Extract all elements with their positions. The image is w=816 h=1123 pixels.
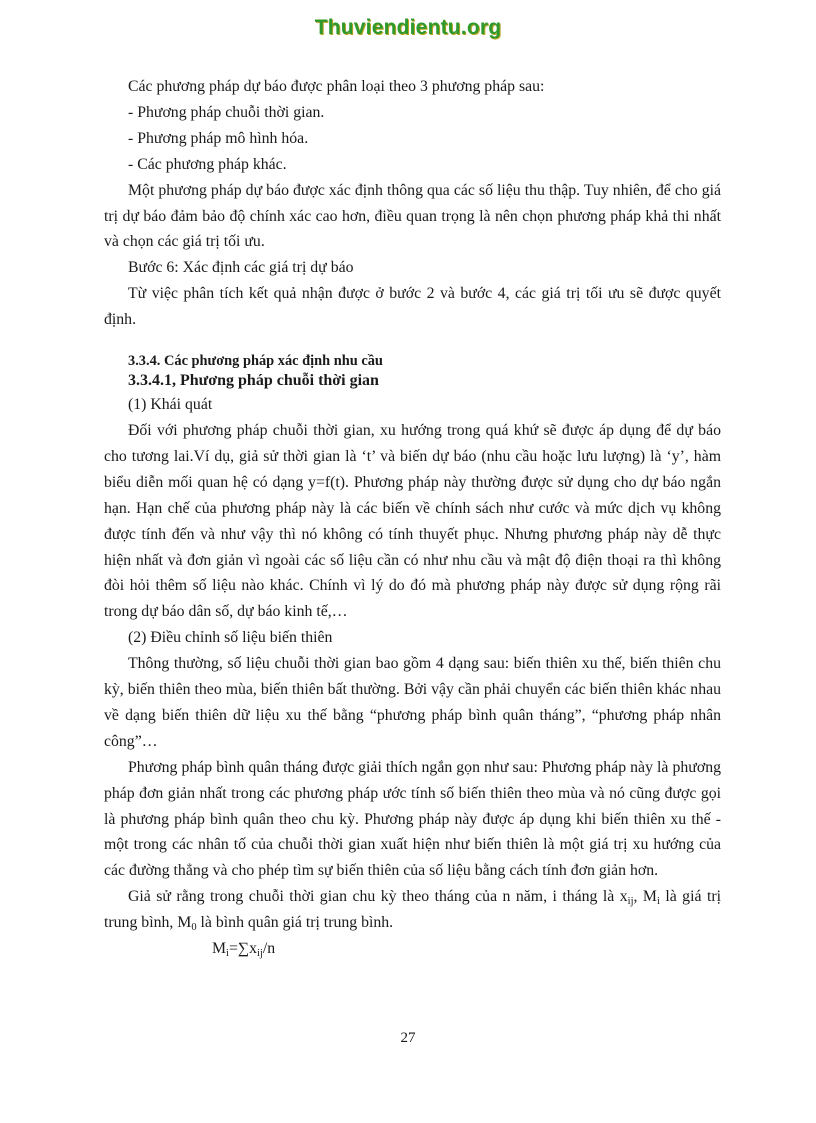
list-item: - Các phương pháp khác. [128,155,287,173]
paragraph: Phương pháp bình quân tháng được giải thích ngắn gọn như sau: Phương pháp này là phương pháp đơn giản nhất trong các phương pháp ước tính số biến thiên theo mùa và nó cũng được gọi là phương pháp bình quân theo chu kỳ. Phương pháp này được áp dụng khi biến thiên xu thế - một trong các nhân tố của chuỗi thời gian xuất hiện như biến thiên là một giá trị xu hướng của các đường thẳng và cho phép tìm sự biến thiên của số liệu bằng cách tính đơn giản hơn. [104,758,721,880]
list-item: - Phương pháp mô hình hóa. [128,129,309,147]
paragraph: (2) Điều chỉnh số liệu biến thiên [128,629,333,647]
list-item: - Phương pháp chuỗi thời gian. [128,103,325,121]
paragraph: Giả sử rằng trong chuỗi thời gian chu kỳ theo tháng của n năm, i tháng là $x_{ij}$, $M_i$ là giá trị trung bình, $M_0$ là bình quân giá trị trung bình. [104,888,721,934]
page-number: 27 [400,1030,416,1046]
watermark-logo: Thuviendientu.org [314,16,502,39]
formula: $M_i=\sum x_{ij}/n$ [212,940,276,960]
paragraph: Bước 6: Xác định các giá trị dự báo [128,259,354,277]
body-text [104,74,721,962]
paragraph: (1) Khái quát [128,396,213,414]
paragraph: Đối với phương pháp chuỗi thời gian, xu hướng trong quá khứ sẽ được áp dụng để dự báo cho tương lai.Ví dụ, giả sử thời gian là ‘t’ và biến dự báo (nhu cầu hoặc lưu lượng) là ‘y’, hàm biểu diễn mối quan hệ có dạng y=f(t). Phương pháp này thường được sử dụng cho dự báo ngắn hạn. Hạn chế của phương pháp này là các biến về chính sách như cước và mức dịch vụ không được tính đến và như vậy thì nó không có tính thuyết phục. Nhưng phương pháp này dễ thực hiện nhất và đơn giản vì ngoài các số liệu cần có như nhu cầu và mật độ điện thoại ra thì không đòi hỏi thêm số liệu nào khác. Chính vì lý do đó mà phương pháp này được sử dụng rộng rãi trong dự báo dân số, dự báo kinh tế,… [104,421,721,621]
subsection-heading: 3.3.4.1, Phương pháp chuỗi thời gian [128,372,379,390]
section-heading: 3.3.4. Các phương pháp xác định nhu cầu [128,353,383,370]
paragraph: Từ việc phân tích kết quả nhận được ở bước 2 và bước 4, các giá trị tối ưu sẽ được quyết định. [104,285,721,329]
paragraph: Thông thường, số liệu chuỗi thời gian bao gồm 4 dạng sau: biến thiên xu thế, biến thiên chu kỳ, biến thiên theo mùa, biến thiên bất thường. Bởi vậy cần phải chuyển các biến thiên khác nhau về dạng biến thiên dữ liệu xu thế bằng “phương pháp bình quân tháng”, “phương pháp nhân công”… [104,655,721,750]
paragraph: Một phương pháp dự báo được xác định thông qua các số liệu thu thập. Tuy nhiên, để cho giá trị dự báo đảm bảo độ chính xác cao hơn, điều quan trọng là nên chọn phương pháp khả thi nhất và chọn các giá trị tối ưu. [104,181,721,251]
paragraph: Các phương pháp dự báo được phân loại theo 3 phương pháp sau: [128,78,545,95]
